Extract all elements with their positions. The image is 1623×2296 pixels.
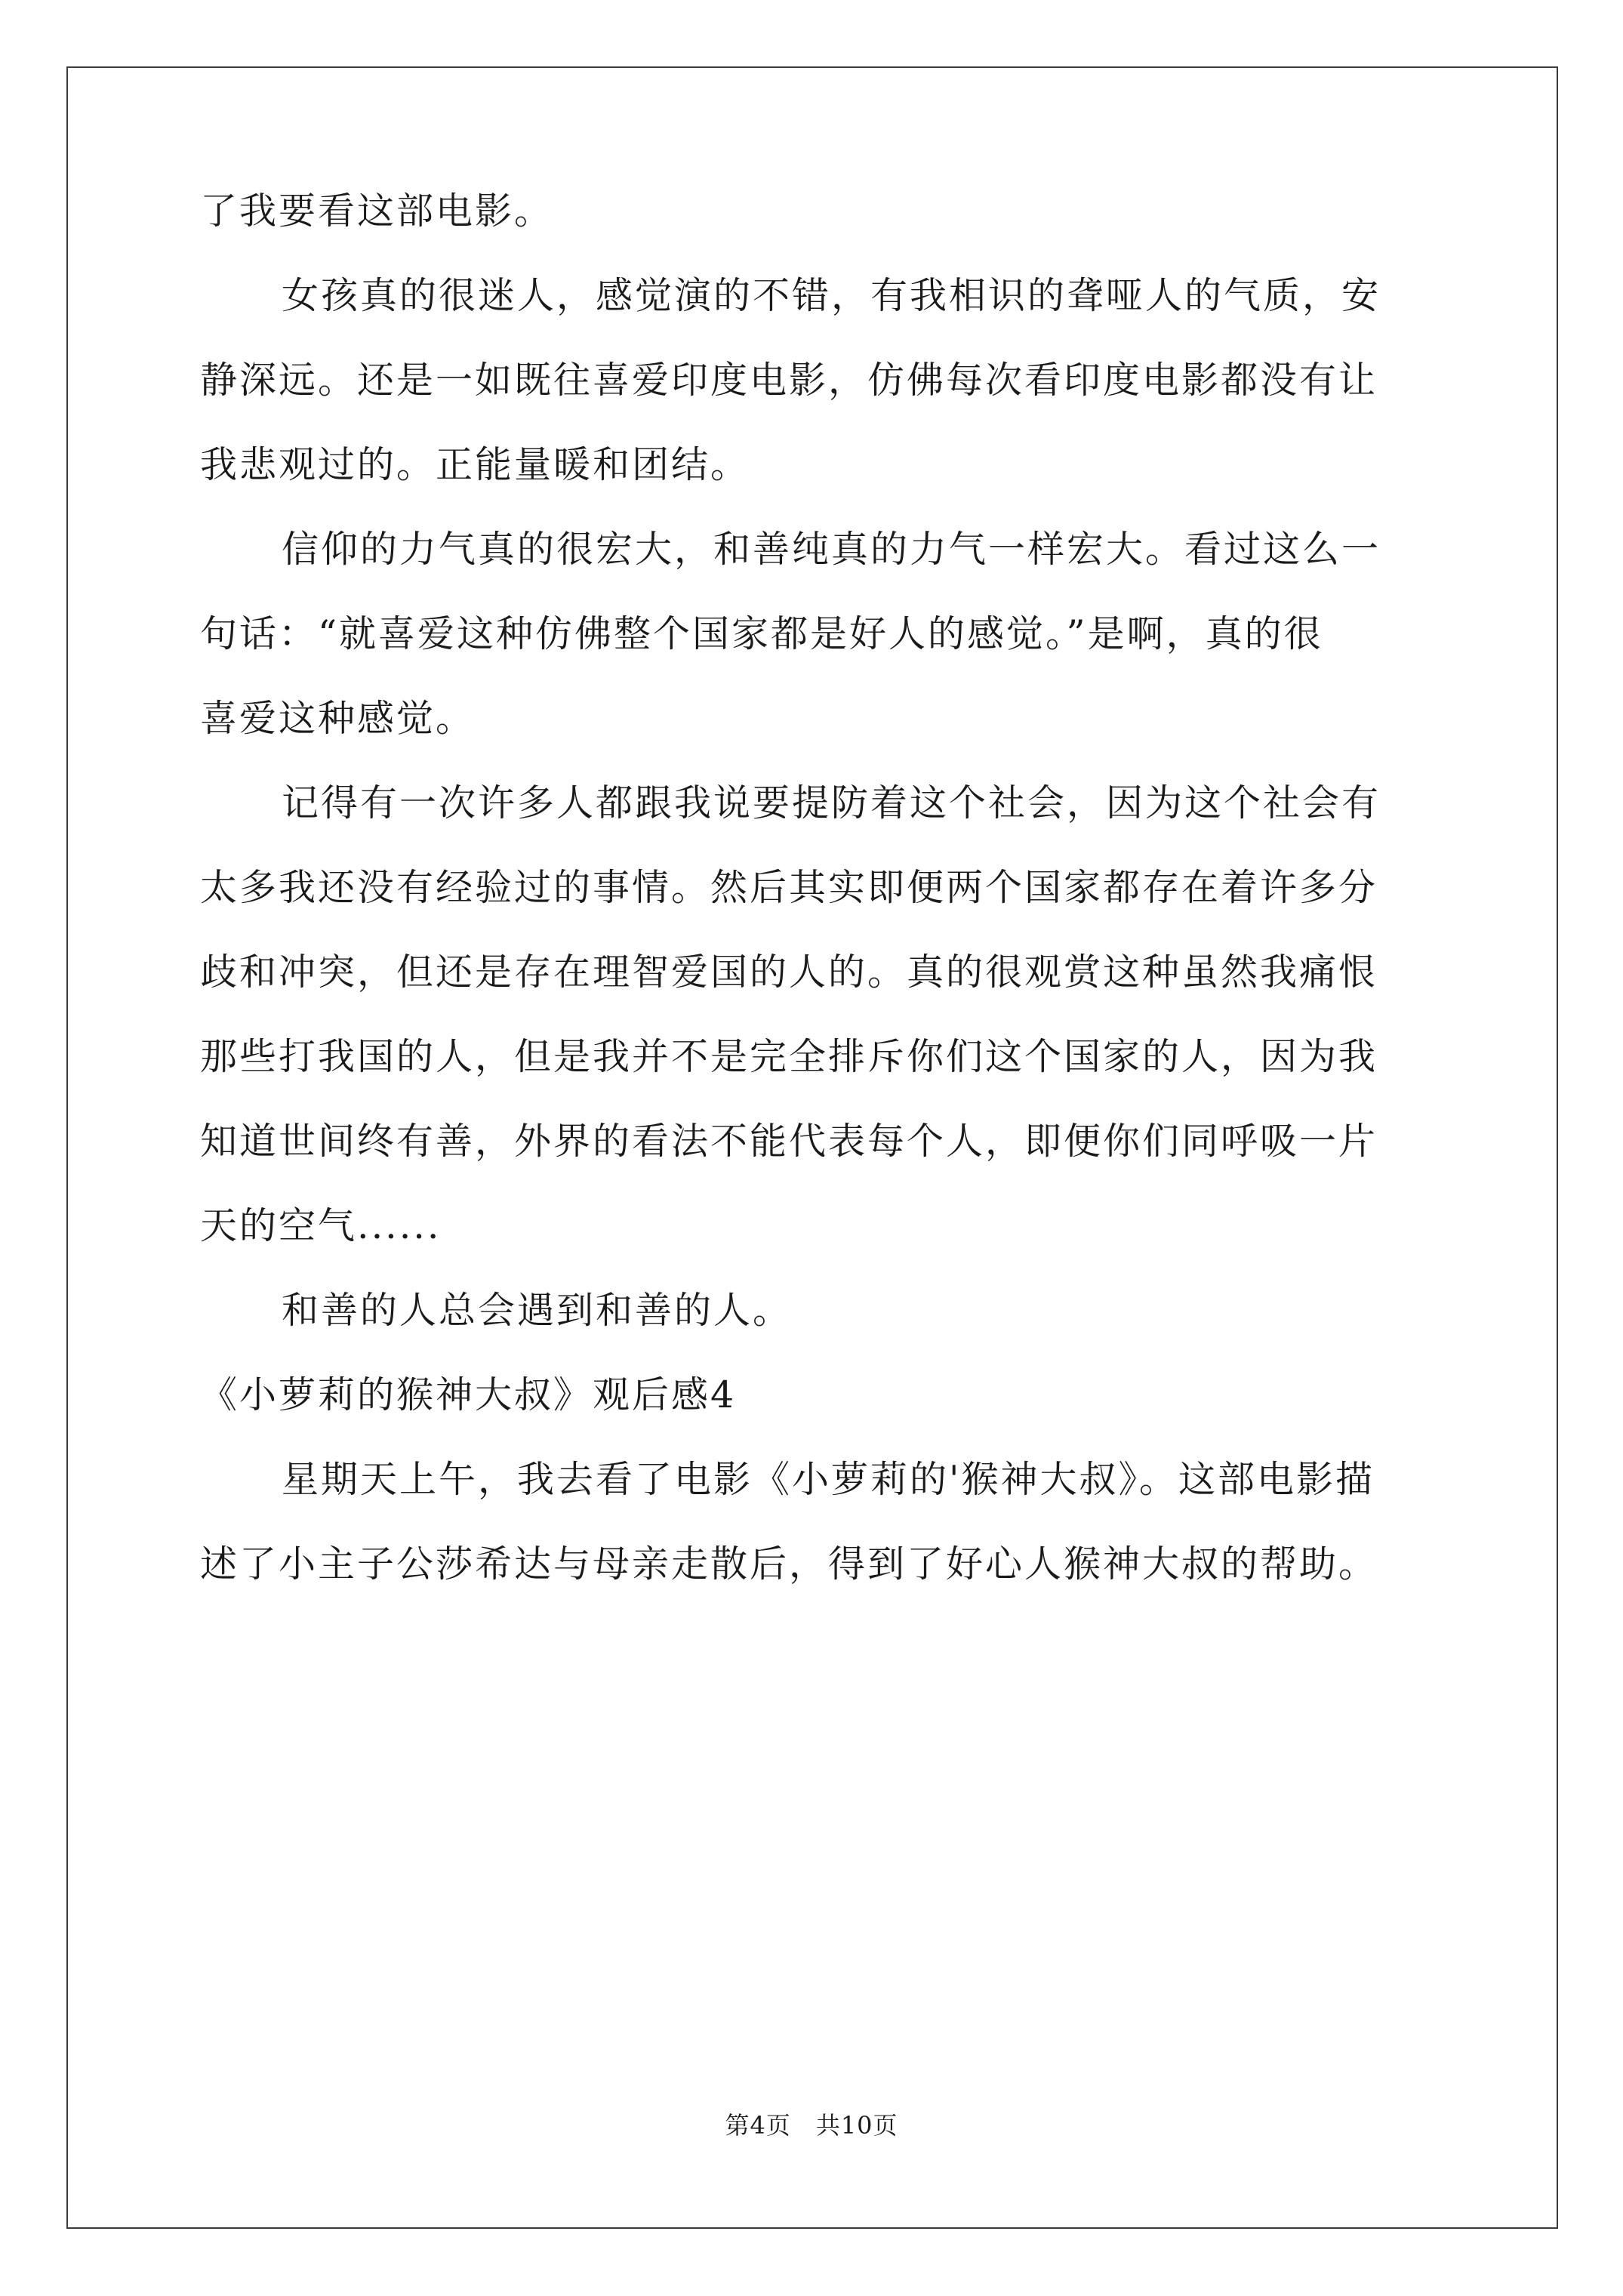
paragraph-line: 和善的人总会遇到和善的人。 [282, 1289, 793, 1332]
text-line: 歧和冲突，但还是存在理智爱国的人的。真的很观赏这种虽然我痛恨 [200, 951, 1378, 994]
paragraph-line: 记得有一次许多人都跟我说要提防着这个社会，因为这个社会有 [282, 781, 1381, 824]
text-line: 喜爱这种感觉。 [200, 697, 476, 740]
paragraph-line: 信仰的力气真的很宏大，和善纯真的力气一样宏大。看过这么一 [282, 528, 1381, 571]
text-line: 我悲观过的。正能量暖和团结。 [200, 443, 750, 486]
text-line: 了我要看这部电影。 [200, 190, 554, 233]
text-line: 静深远。还是一如既往喜爱印度电影，仿佛每次看印度电影都没有让 [200, 359, 1378, 402]
page-number: 第4页 共10页 [725, 2111, 898, 2140]
text-line: 天的空气...... [200, 1204, 442, 1247]
paragraph-line: 女孩真的很迷人，感觉演的不错，有我相识的聋哑人的气质，安 [282, 274, 1381, 317]
document-body [200, 189, 1423, 1587]
text-line: 知道世间终有善，外界的看法不能代表每个人，即便你们同呼吸一片 [200, 1120, 1378, 1163]
text-line: 那些打我国的人，但是我并不是完全排斥你们这个国家的人，因为我 [200, 1035, 1378, 1078]
text-line: 太多我还没有经验过的事情。然后其实即便两个国家都存在着许多分 [200, 866, 1378, 909]
paragraph-line: 星期天上午，我去看了电影《小萝莉的'猴神大叔》。这部电影描 [282, 1458, 1375, 1501]
section-heading: 《小萝莉的猴神大叔》观后感4 [200, 1373, 737, 1416]
text-line: 句话：“就喜爱这种仿佛整个国家都是好人的感觉。”是啊，真的很 [200, 612, 1323, 655]
text-line: 述了小主子公莎希达与母亲走散后，得到了好心人猴神大叔的帮助。 [200, 1542, 1378, 1586]
